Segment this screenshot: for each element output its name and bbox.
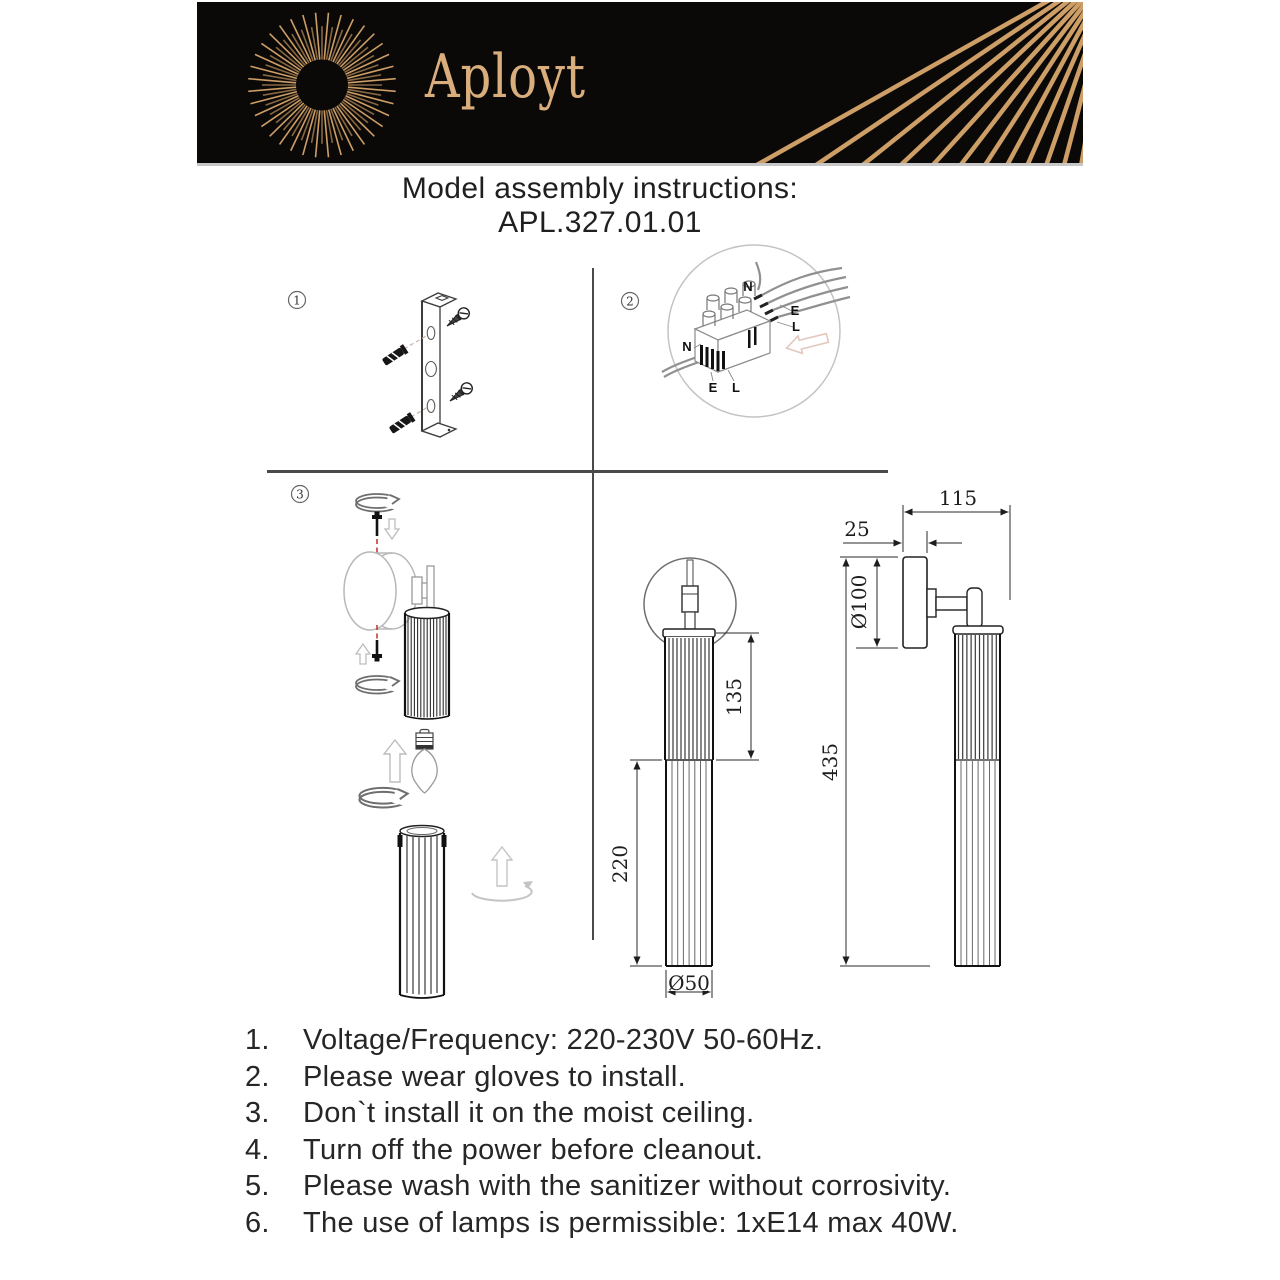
divider-vertical <box>592 268 594 940</box>
wire-label-n-top: N <box>743 279 753 294</box>
item-text: Don`t install it on the moist ceiling. <box>303 1097 755 1129</box>
list-item <box>243 1097 1103 1134</box>
mounting-bracket <box>422 293 456 437</box>
wall-anchor-lower <box>388 412 415 435</box>
up-arrow-small-icon <box>356 644 370 664</box>
front-view-drawing <box>600 530 815 1010</box>
wire-label-e-bottom: E <box>708 380 718 395</box>
wire-label-n-left: N <box>682 339 692 354</box>
wire-label-l-bottom: L <box>732 380 740 395</box>
banner-decoration <box>197 2 1083 163</box>
dim-115-label: 115 <box>938 486 978 510</box>
title-block <box>300 172 900 240</box>
dim-435-label: 435 <box>818 742 842 782</box>
list-item <box>243 1207 1103 1244</box>
item-text: Turn off the power before cleanout. <box>303 1133 764 1166</box>
list-item <box>243 1170 1103 1207</box>
step3-number: 3 <box>296 487 304 502</box>
dim-d50-label: Ø50 <box>668 971 710 995</box>
item-number: 2. <box>245 1060 270 1093</box>
trim-ring-bottom <box>359 788 410 808</box>
dim-135-label: 135 <box>722 677 746 717</box>
step1-number: 1 <box>293 293 301 308</box>
dim-220 <box>630 760 662 966</box>
shade-cylinder <box>405 608 449 720</box>
screw-bottom <box>372 640 382 662</box>
brand-banner <box>197 2 1083 166</box>
wall-anchor-upper <box>381 344 408 367</box>
corner-rays-icon <box>742 2 1083 163</box>
side-lamp-body <box>903 557 1003 966</box>
dim-d100-label: Ø100 <box>847 574 871 630</box>
item-text: The use of lamps is permissible: 1xE14 max 40W. <box>303 1206 959 1239</box>
trim-ring-middle <box>356 676 402 694</box>
screw-upper <box>444 306 472 331</box>
trim-ring-top <box>356 494 402 512</box>
step3-assembly-diagram <box>280 478 570 1013</box>
bulb <box>412 730 437 794</box>
starburst-logo-icon <box>248 13 395 157</box>
instruction-list <box>243 1024 1103 1243</box>
item-text: Voltage/Frequency: 220-230V 50-60Hz. <box>303 1024 824 1056</box>
up-arrow-large-icon <box>384 740 406 782</box>
screw-lower <box>447 381 475 406</box>
item-text: Please wear gloves to install. <box>303 1060 686 1093</box>
item-number: 3. <box>245 1097 270 1129</box>
item-number: 6. <box>245 1206 270 1239</box>
page-title: Model assembly instructions: <box>401 172 799 205</box>
diffuser-tube <box>398 826 447 999</box>
brand-logo-text: Aployt <box>425 42 586 112</box>
list-item <box>243 1024 1103 1061</box>
step2-wiring-diagram <box>600 235 870 430</box>
dim-220-label: 220 <box>608 844 632 884</box>
dim-25-label: 25 <box>844 517 870 541</box>
item-number: 4. <box>245 1133 270 1166</box>
item-number: 1. <box>245 1024 270 1056</box>
list-item <box>243 1134 1103 1171</box>
down-arrow-icon <box>385 519 399 539</box>
rotate-install-hint <box>472 847 533 901</box>
screw-top <box>372 512 382 537</box>
side-view-drawing <box>815 470 1025 970</box>
wire-label-e-right: E <box>790 303 800 318</box>
wire-label-l-right: L <box>792 319 800 334</box>
step2-number: 2 <box>626 294 634 309</box>
step1-bracket-diagram <box>260 270 590 475</box>
item-text: Please wash with the sanitizer without corrosivity. <box>303 1170 952 1202</box>
model-code: APL.327.01.01 <box>498 206 702 239</box>
lamp-body-front <box>663 629 715 966</box>
item-number: 5. <box>245 1170 270 1202</box>
list-item <box>243 1061 1103 1098</box>
